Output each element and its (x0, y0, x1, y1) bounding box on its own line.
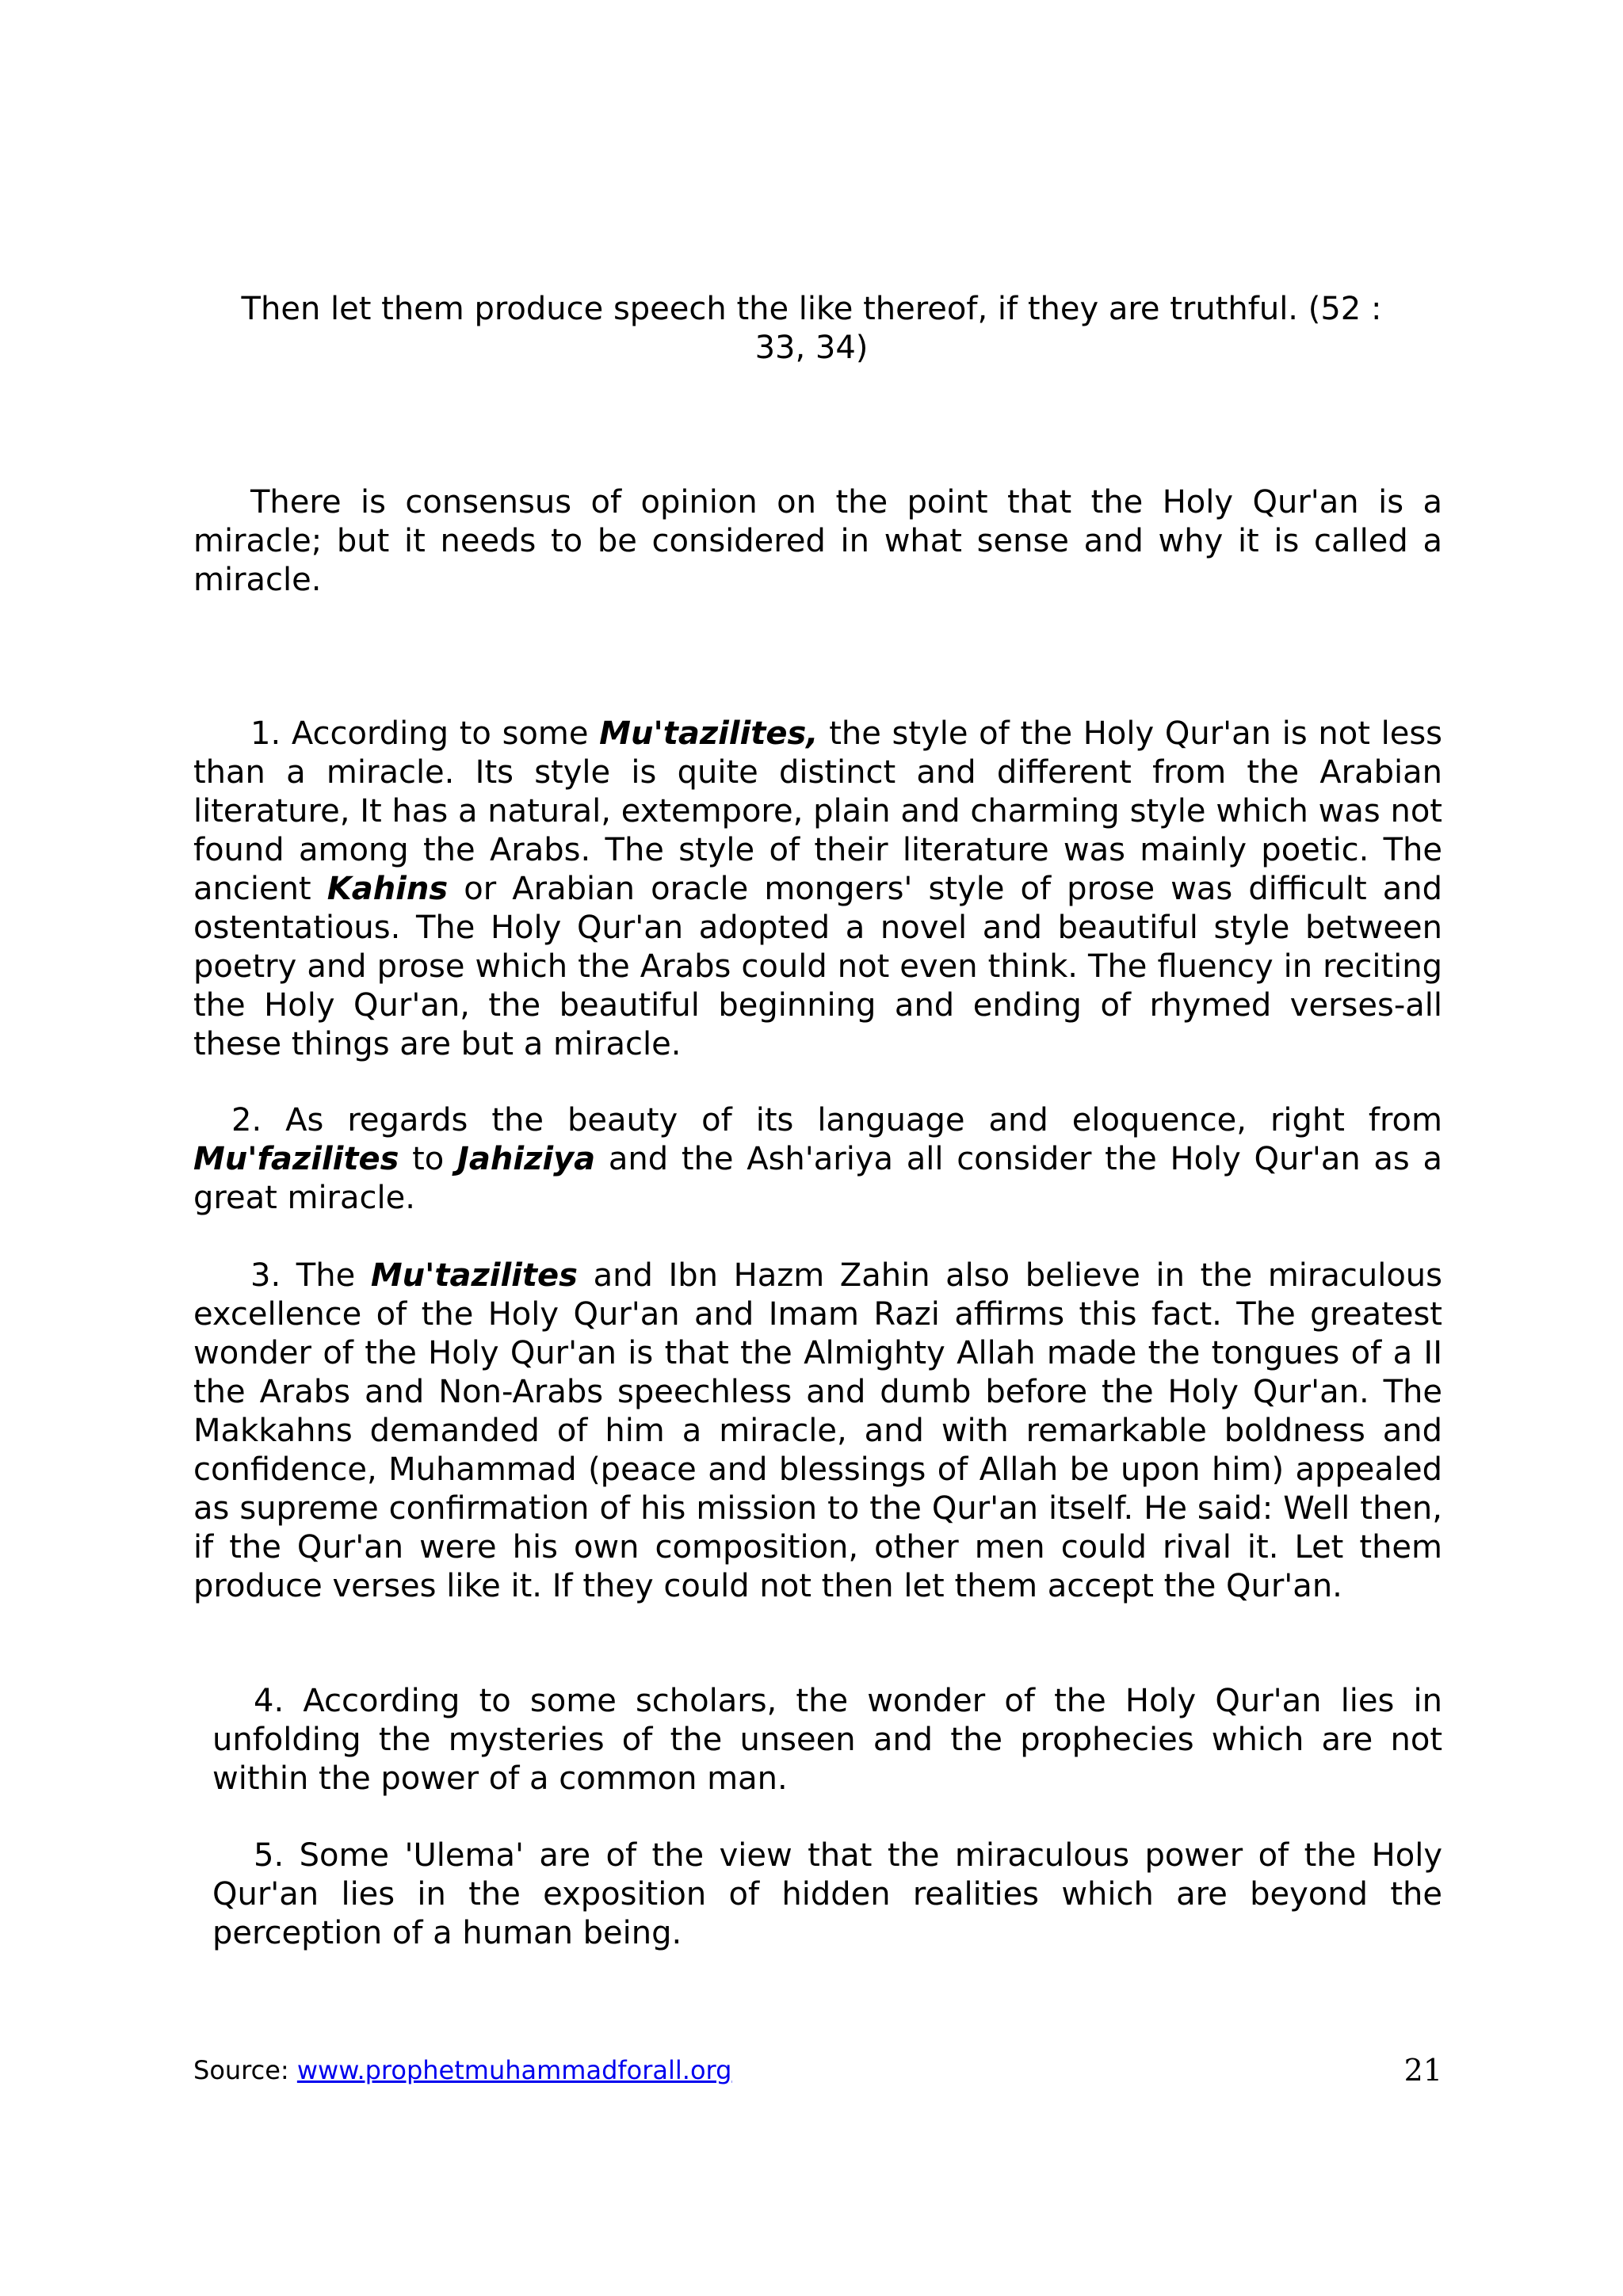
point-3-lead: 3. The (250, 1257, 371, 1294)
point-1-term-mutazilites: Mu'tazilites, (599, 715, 819, 752)
point-2-paragraph (193, 1101, 1442, 1218)
point-5-paragraph: 5. Some 'Ulema' are of the view that the miraculous power of the Holy Qur'an lies in the exposition of hidden realities which are beyond the perception of a human being. (212, 1837, 1442, 1951)
quote-line-2: 33, 34) (754, 330, 869, 366)
source-label: Source: (193, 2055, 297, 2085)
point-1-middle: the style of the Holy Qur'an is not less than a miracle. Its style is quite distinct and different from the Arabian literature, It has a natural, extempore, plain and charming style which was not found among the Arabs. The style of their literature was mainly poetic. The ancient (193, 715, 1442, 907)
point-2-term-mufazilites: Mu'fazilites (193, 1141, 399, 1177)
source-line (193, 2055, 731, 2085)
point-1-term-kahins: Kahins (327, 871, 449, 907)
point-2-middle: to (399, 1141, 458, 1177)
page-footer (193, 2047, 1442, 2090)
quranic-quote (206, 290, 1417, 368)
point-1-paragraph (193, 715, 1442, 1064)
point-2-end: and the Ash'ariya all consider the Holy Qur'an as a great miracle. (193, 1141, 1442, 1216)
point-2-lead: 2. As regards the beauty of its language and eloquence, right from (231, 1102, 1442, 1138)
point-3-paragraph (193, 1257, 1442, 1606)
point-1-lead: 1. According to some (250, 715, 600, 752)
intro-paragraph: There is consensus of opinion on the point that the Holy Qur'an is a miracle; but it needs to be considered in what sense and why it is called a miracle. (193, 484, 1442, 598)
point-4-paragraph: 4. According to some scholars, the wonder of the Holy Qur'an lies in unfolding the mysteries of the unseen and the prophecies which are not within the power of a common man. (212, 1683, 1442, 1797)
quote-line-1: Then let them produce speech the like thereof, if they are truthful. (52 : (241, 291, 1382, 327)
point-2-term-jahiziya: Jahiziya (457, 1141, 596, 1177)
source-link[interactable]: www.prophetmuhammadforall.org (296, 2055, 732, 2085)
point-3-term-mutazilites: Mu'tazilites (370, 1257, 578, 1294)
point-3-end: and Ibn Hazm Zahin also believe in the miraculous excellence of the Holy Qur'an and Imam Razi affirms this fact. The greatest wonder of the Holy Qur'an is that the Almighty Allah made the tongues of a II the Arabs and Non-Arabs speechless and dumb before the Holy Qur'an. The Makkahns demanded of him a miracle, and with remarkable boldness and confidence, Muhammad (peace and blessings of Allah be upon him) appealed as supreme confirmation of his mission to the Qur'an itself. He said: Well then, if the Qur'an were his own composition, other men could rival it. Let them produce verses like it. If they could not then let them accept the Qur'an. (193, 1257, 1443, 1604)
page-number: 21 (1403, 2053, 1442, 2088)
point-1-end: or Arabian oracle mongers' style of prose was difficult and ostentatious. The Holy Qur'an adopted a novel and beautiful style between poetry and prose which the Arabs could not even think. The fluency in reciting the Holy Qur'an, the beautiful beginning and ending of rhymed verses-all these things are but a miracle. (193, 871, 1442, 1062)
